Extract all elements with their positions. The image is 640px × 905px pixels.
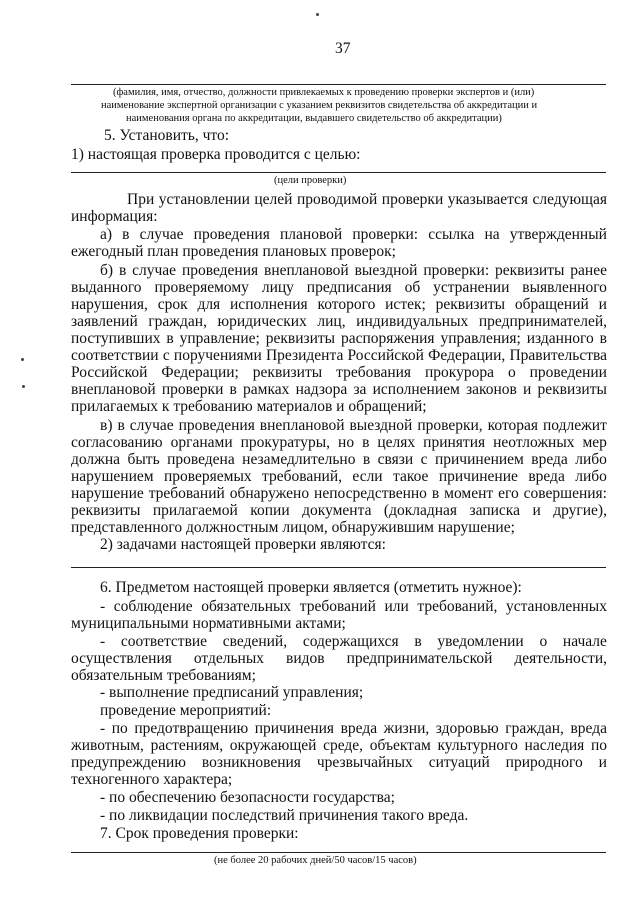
paragraph-line: техногенного характера; bbox=[71, 771, 233, 788]
paragraph-line: информация: bbox=[71, 208, 158, 225]
paragraph-line: обязательным требованиям; bbox=[71, 667, 256, 684]
paragraph-line: заявлений граждан, юридических лиц, индивидуальных предпринимателей, bbox=[71, 313, 607, 330]
paragraph-line: соответствии с поручениями Президента Российской Федерации, Правительства bbox=[71, 347, 607, 364]
paragraph-line: прилагаемых к требованию материалов и обращений; bbox=[71, 398, 427, 415]
note-term: (не более 20 рабочих дней/50 часов/15 часов) bbox=[214, 855, 417, 866]
paragraph-line: муниципальными нормативными актами; bbox=[71, 615, 346, 632]
note-experts-line: наименование экспертной организации с указанием реквизитов свидетельства об аккредитации и bbox=[101, 100, 538, 111]
note-goals: (цели проверки) bbox=[274, 175, 347, 186]
scan-speck bbox=[22, 385, 25, 388]
goals-blank-line bbox=[71, 172, 606, 173]
item6-d-text: проведение мероприятий: bbox=[100, 702, 272, 719]
page-number: 37 bbox=[335, 40, 351, 57]
paragraph-line: - по предотвращению причинения вреда жизни, здоровью граждан, вреда bbox=[100, 720, 607, 737]
paragraph-line: представленного должностным лицом, обнаружившим нарушение; bbox=[71, 519, 515, 536]
paragraph-line: согласованию органами прокуратуры, но в целях принятия неотложных мер bbox=[71, 434, 607, 451]
paragraph-line: реквизиты прилагаемой копии документа (докладная записка и другие), bbox=[71, 502, 607, 519]
note-experts-line: наименования органа по аккредитации, выдавшего свидетельство об аккредитации) bbox=[126, 113, 502, 124]
experts-blank-line bbox=[71, 84, 606, 85]
item6-f-text: - по обеспечению безопасности государства; bbox=[100, 789, 395, 806]
paragraph-line: должна быть проведена незамедлительно в связи с причинением вреда либо bbox=[71, 451, 607, 468]
item5-2-text: 2) задачами настоящей проверки являются: bbox=[100, 536, 386, 553]
item6-heading: 6. Предметом настоящей проверки является (отметить нужное): bbox=[100, 579, 522, 596]
paragraph-line: предупреждению возникновения чрезвычайных ситуаций природного и bbox=[71, 754, 607, 771]
item5-heading: 5. Установить, что: bbox=[104, 127, 230, 144]
paragraph-line: б) в случае проведения внеплановой выездной проверки: реквизиты ранее bbox=[100, 262, 607, 279]
paragraph-line: нарушение требований обнаружено непосредственно в момент его совершения: bbox=[71, 485, 607, 502]
paragraph-line: животным, растениям, окружающей среде, объектам культурного наследия по bbox=[71, 737, 607, 754]
paragraph-line: а) в случае проведения плановой проверки: ссылка на утвержденный bbox=[100, 226, 607, 243]
paragraph-line: в) в случае проведения внеплановой выездной проверки, которая подлежит bbox=[100, 417, 607, 434]
scan-speck bbox=[21, 358, 24, 361]
item6-c-text: - выполнение предписаний управления; bbox=[100, 684, 364, 701]
paragraph-line: выданного проверяемому лицу предписания об устранении выявленного bbox=[71, 279, 607, 296]
paragraph-line: При установлении целей проводимой проверки указывается следующая bbox=[127, 191, 607, 208]
paragraph-line: - соблюдение обязательных требований или требований, установленных bbox=[100, 598, 607, 615]
note-experts-line: (фамилия, имя, отчество, должности привлекаемых к проведению проверки экспертов и (или) bbox=[113, 87, 535, 98]
paragraph-line: нарушения, срок для исполнения которого истек; реквизиты обращений и bbox=[71, 296, 607, 313]
paragraph-line: ежегодный план проведения плановых проверок; bbox=[71, 243, 396, 260]
paragraph-line: нарушением проверяемых требований, если такое причинение вреда либо bbox=[71, 468, 607, 485]
paragraph-line: внеплановой проверки в рамках надзора за исполнением законов и реквизиты bbox=[71, 381, 607, 398]
item7-heading: 7. Срок проведения проверки: bbox=[100, 825, 299, 842]
paragraph-line: Российской Федерации; реквизиты требования прокурора о проведении bbox=[71, 364, 607, 381]
item5-1-text: 1) настоящая проверка проводится с целью: bbox=[71, 146, 361, 163]
paragraph-line: осуществления отдельных видов предпринимательской деятельности, bbox=[71, 650, 607, 667]
paragraph-line: - соответствие сведений, содержащихся в уведомлении о начале bbox=[100, 633, 607, 650]
term-blank-line bbox=[71, 852, 606, 853]
paragraph-line: поступивших в управление; реквизиты распоряжения управления; изданного в bbox=[71, 330, 607, 347]
item6-g-text: - по ликвидации последствий причинения такого вреда. bbox=[100, 807, 469, 824]
scan-speck bbox=[316, 13, 319, 16]
tasks-blank-line bbox=[71, 567, 606, 568]
